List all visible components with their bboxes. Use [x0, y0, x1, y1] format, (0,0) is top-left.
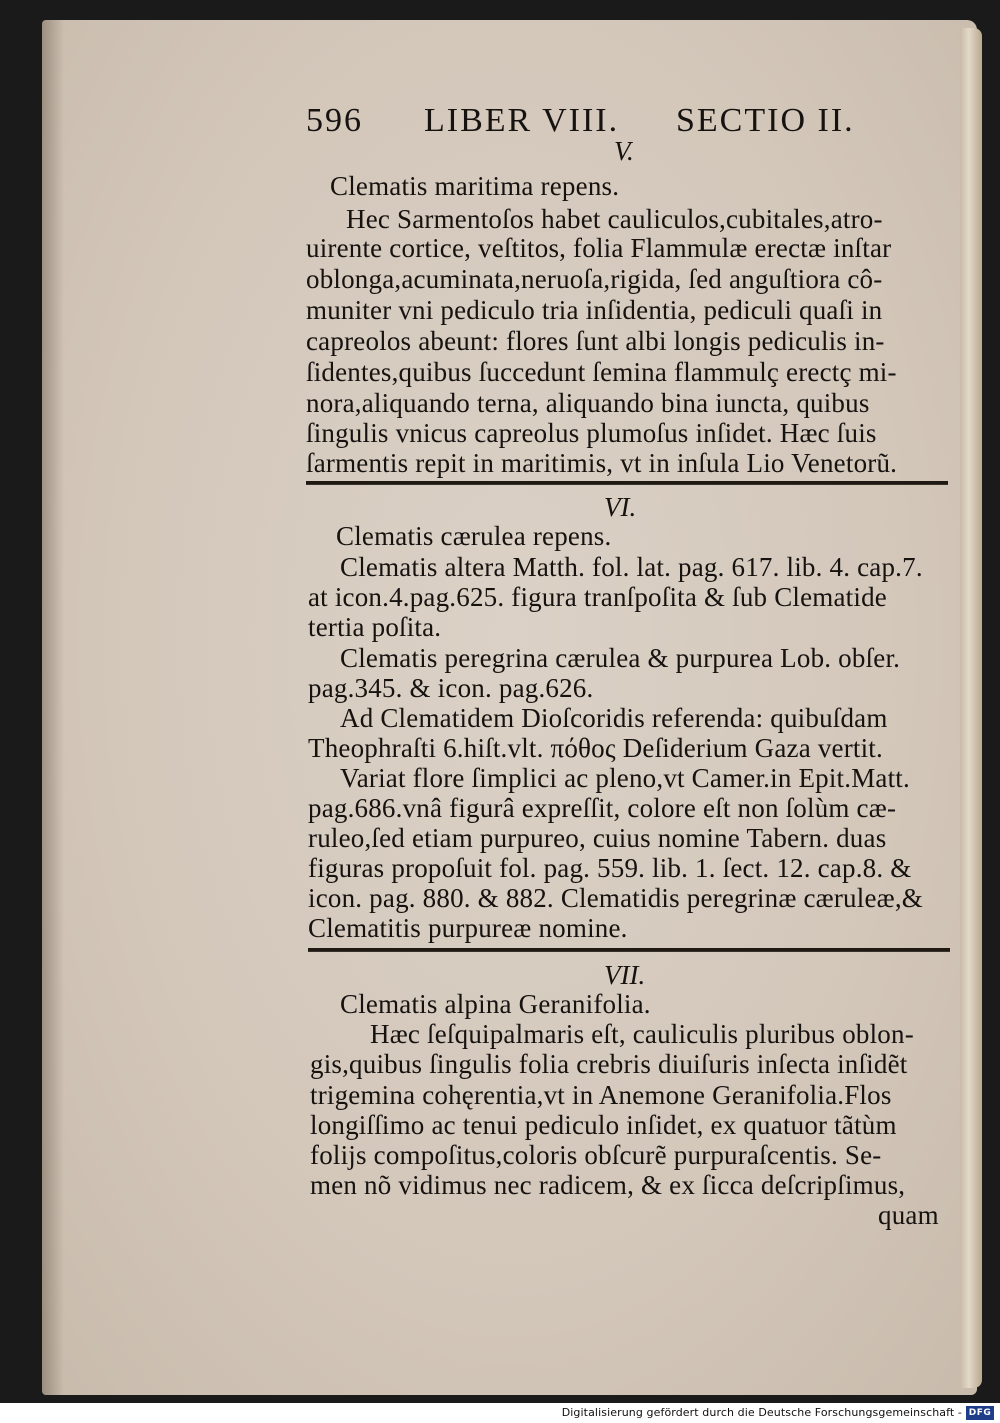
- text-line: gis,quibus ſingulis folia crebris diuiſuris inſecta inſidẽt: [310, 1049, 908, 1079]
- text-line: Variat flore ſimplici ac pleno,vt Camer.in Epit.Matt.: [340, 763, 910, 793]
- text-line: at icon.4.pag.625. figura tranſpoſita & ſub Clematide: [308, 582, 887, 612]
- text-line: men nõ vidimus nec radicem, & ex ſicca deſcripſimus,: [310, 1170, 906, 1200]
- text-line: Hec Sarmentoſos habet cauliculos,cubitales,atro-: [346, 204, 883, 234]
- text-line: folijs compoſitus,coloris obſcurẽ purpuraſcentis. Se-: [310, 1140, 882, 1170]
- section-numeral-vii: VII.: [604, 960, 646, 990]
- text-line: Ad Clematidem Dioſcoridis referenda: quibuſdam: [340, 703, 888, 733]
- text-line: muniter vni pediculo tria inſidentia, pediculi quaſi in: [306, 295, 883, 325]
- text-line: longiſſimo ac tenui pediculo inſidet, ex quatuor tãtùm: [310, 1110, 897, 1140]
- text-line: Clematis altera Matth. fol. lat. pag. 617. lib. 4. cap.7.: [340, 552, 923, 582]
- text-line: icon. pag. 880. & 882. Clematidis peregrinæ cæruleæ,&: [308, 883, 924, 913]
- running-head-sectio: SECTIO II.: [676, 102, 855, 139]
- text-line: Clematitis purpureæ nomine.: [308, 913, 628, 943]
- text-line: pag.686.vnâ figurâ expreſſit, colore eſt non ſolùm cæ-: [308, 793, 897, 823]
- text-line: ſidentes,quibus ſuccedunt ſemina flammulç erectç mi-: [306, 357, 897, 387]
- dfg-logo[interactable]: DFG: [966, 1406, 994, 1420]
- section-divider: [306, 481, 948, 485]
- text-line: Theophraſti 6.hiſt.vlt. πόθος Deſiderium Gaza vertit.: [308, 733, 883, 763]
- footer-bar: [0, 1403, 1000, 1423]
- text-line: Clematis cærulea repens.: [336, 521, 612, 551]
- text-line: Clematis alpina Geranifolia.: [340, 989, 651, 1019]
- text-line: ruleo,ſed etiam purpureo, cuius nomine Tabern. duas: [308, 823, 887, 853]
- text-line: uirente cortice, veſtitos, folia Flammulæ erectæ inſtar: [306, 233, 892, 263]
- section-numeral-vi: VI.: [604, 492, 637, 522]
- text-line: trigemina cohęrentia,vt in Anemone Geranifolia.Flos: [310, 1080, 892, 1110]
- page-number: 596: [306, 102, 363, 139]
- text-line: figuras propoſuit fol. pag. 559. lib. 1. ſect. 12. cap.8. &: [308, 853, 912, 883]
- text-line: pag.345. & icon. pag.626.: [308, 673, 594, 703]
- text-line: oblonga,acuminata,neruoſa,rigida, ſed anguſtiora cô-: [306, 264, 883, 294]
- text-line: Hæc ſeſquipalmaris eſt, cauliculis pluribus oblon-: [370, 1019, 914, 1049]
- text-line: Clematis peregrina cærulea & purpurea Lob. obſer.: [340, 643, 901, 673]
- text-line: tertia poſita.: [308, 612, 442, 642]
- section-numeral-v: V.: [614, 136, 634, 166]
- text-line: capreolos abeunt: flores ſunt albi longis pediculis in-: [306, 326, 885, 356]
- section-divider: [308, 948, 950, 952]
- footer-credit: Digitalisierung gefördert durch die Deutsche Forschungsgemeinschaft -: [561, 1406, 962, 1419]
- catchword: quam: [878, 1200, 939, 1230]
- text-line: nora,aliquando terna, aliquando bina iuncta, quibus: [306, 388, 870, 418]
- text-line: Clematis maritima repens.: [330, 171, 620, 201]
- text-line: ſingulis vnicus capreolus plumoſus inſidet. Hæc ſuis: [306, 418, 877, 448]
- running-head-liber: LIBER VIII.: [424, 102, 620, 139]
- text-line: ſarmentis repit in maritimis, vt in inſula Lio Venetorũ.: [306, 448, 898, 478]
